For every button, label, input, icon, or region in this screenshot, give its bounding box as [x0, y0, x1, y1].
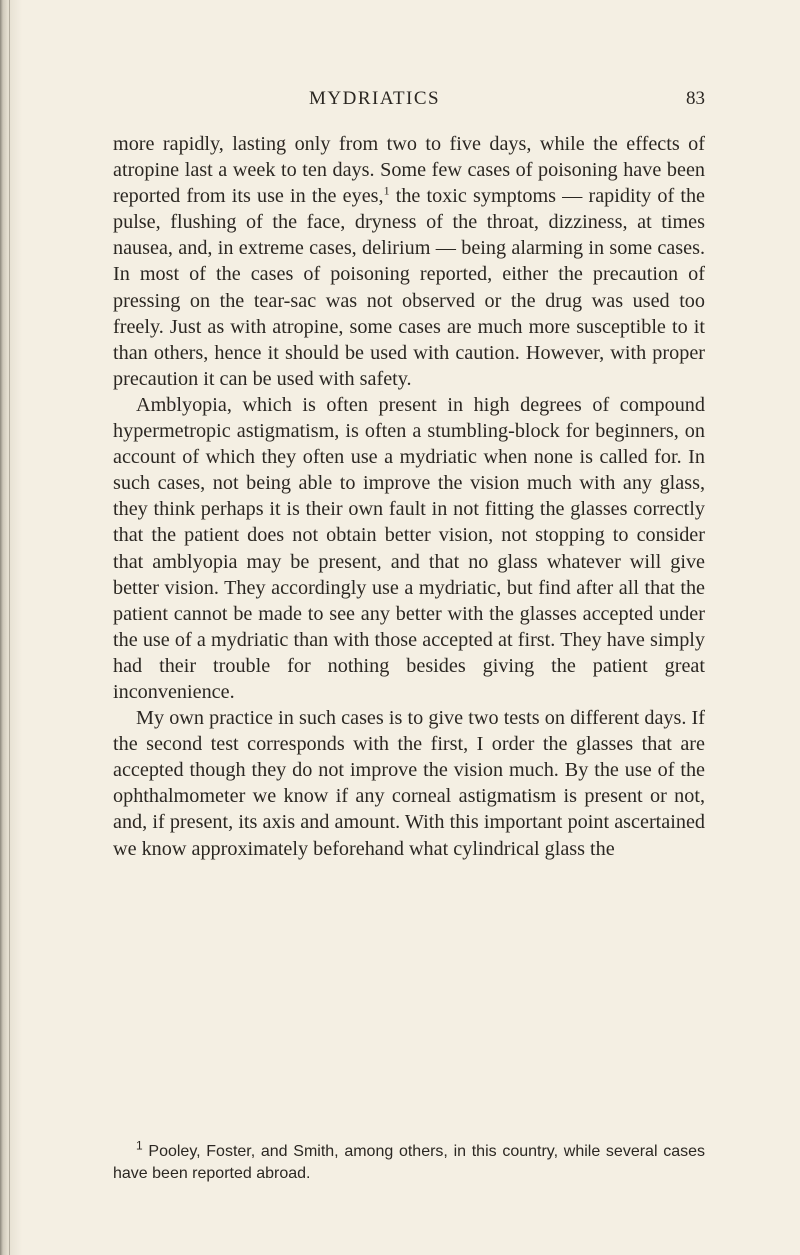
binding-gutter	[0, 0, 22, 1255]
page-number: 83	[686, 88, 705, 109]
binding-edge	[9, 0, 10, 1255]
page-header	[113, 88, 705, 116]
paragraph-2: Amblyopia, which is often present in high degrees of compound hypermetropic astigmatism, is often a stumbling-block for beginners, on account of which they often use a mydriatic when none is called for. In such cases, not being able to improve the vision much with any glass, they think perhaps it is their own fault in not fitting the glasses correctly that the patient does not obtain better vision, not stopping to consider that amblyopia may be present, and that no glass whatever will give better vision. They accordingly use a mydriatic, but find after all that the patient cannot be made to see any better with the glasses accepted under the use of a mydriatic than with those accepted at first. They have simply had their trouble for nothing besides giving the patient great inconvenience.	[113, 393, 705, 703]
paragraph-3: My own practice in such cases is to give two tests on different days. If the second test corresponds with the first, I order the glasses that are accepted though they do not improve the vision much. By the use of the ophthalmometer we know if any corneal astigmatism is present or not, and, if present, its axis and amount. With this important point ascertained we know approximately beforehand what cylindrical glass the	[113, 707, 705, 860]
footnote-text: Pooley, Foster, and Smith, among others, in this country, while several cases have been reported abroad.	[113, 1143, 705, 1182]
paragraph-1	[113, 131, 705, 392]
footnote-marker: 1	[136, 1138, 143, 1153]
footnote-reference: 1	[383, 183, 390, 198]
body-text	[113, 131, 705, 862]
paragraph-1-part-b: the toxic symptoms — rapidity of the pulse, flushing of the face, dryness of the throat, dizziness, at times nausea, and, in extreme cases, delirium — being alarming in some cases. In most of the cases of poisoning reported, either the precaution of pressing on the tear-sac was not observed or the drug was used too freely. Just as with atropine, some cases are much more susceptible to it than others, hence it should be used with caution. However, with proper precaution it can be used with safety.	[113, 185, 706, 390]
running-head: MYDRIATICS	[309, 88, 441, 109]
paragraph-1-part-a: more rapidly, lasting only from two to five days, while the effects of atropine last a week to ten days. Some few cases of poisoning have been reported from its use in the eyes,	[113, 133, 705, 208]
footnote	[113, 1138, 705, 1185]
